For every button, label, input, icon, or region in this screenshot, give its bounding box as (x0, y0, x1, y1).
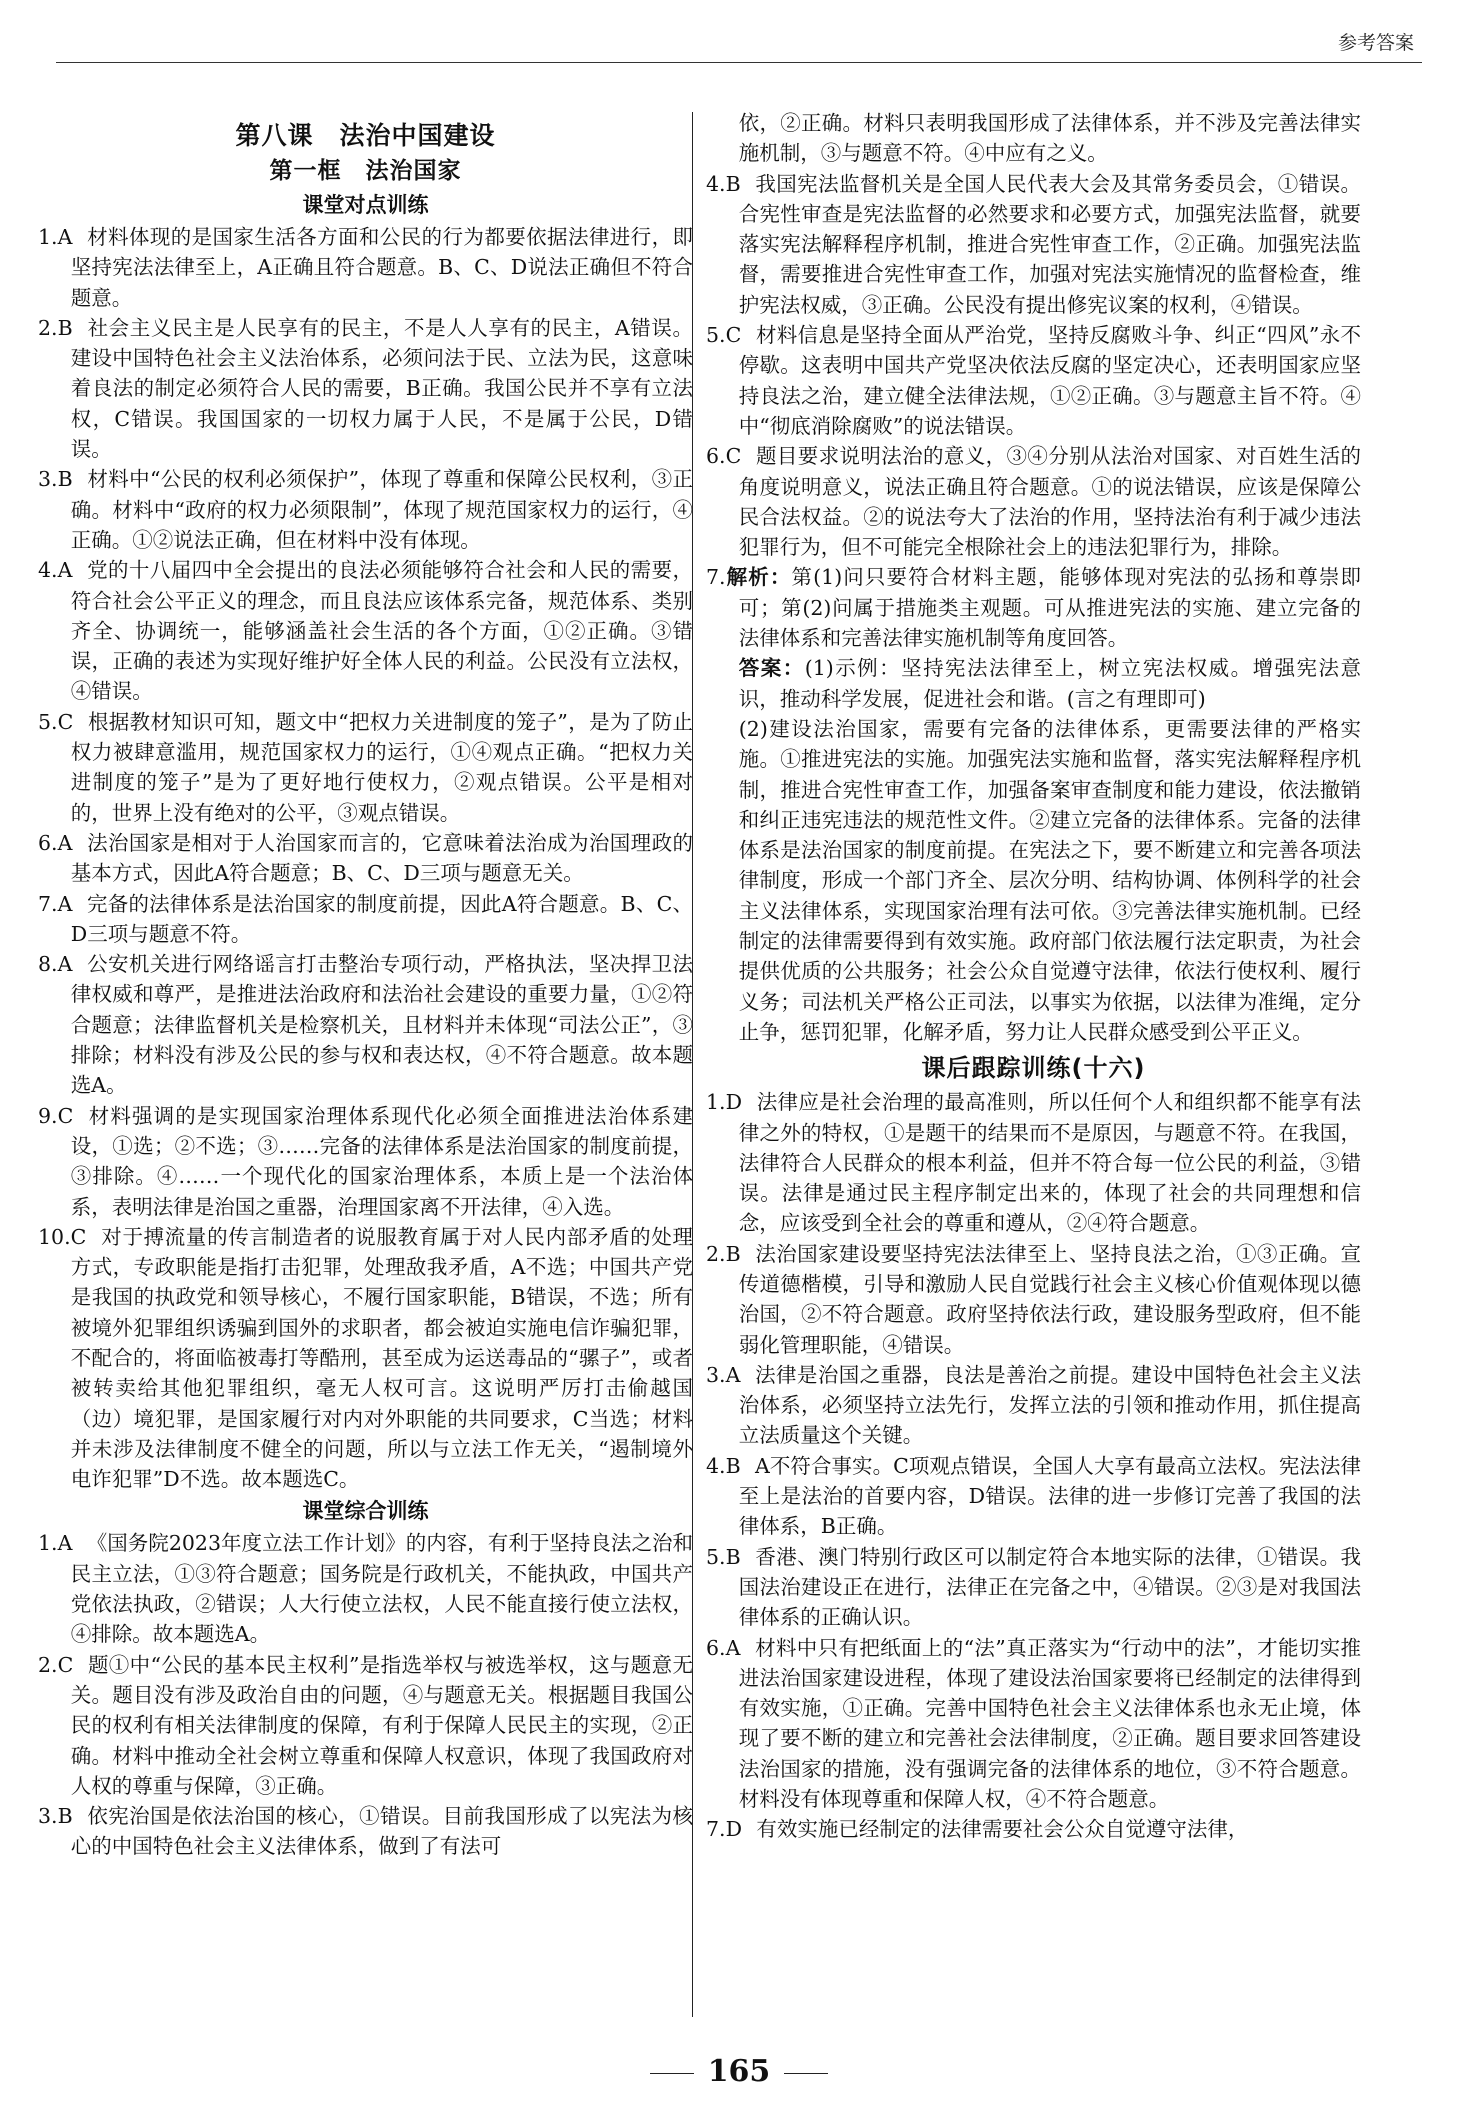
list-item: 1.D 法律应是社会治理的最高准则，所以任何个人和组织都不能享有法律之外的特权，①是题干的结果而不是原因，与题意不符。在我国，法律符合人民群众的根本利益，但并不符合每一位公民的利益，③错误。法律是通过民主程序制定出来的，体现了社会的共同理想和信念，应该受到全社会的尊重和遵从，②④符合题意。 (706, 1090, 1361, 1236)
page-number-dash-right (784, 2073, 828, 2074)
list-item: 2.B 社会主义民主是人民享有的民主，不是人人享有的民主，A错误。建设中国特色社会主义法治体系，必须问法于民、立法为民，这意味着良法的制定必须符合人民的需要，B正确。我国公民并不享有立法权，C错误。我国国家的一切权力属于人民，不是属于公民，D错误。 (38, 315, 693, 462)
list-item: 8.A 公安机关进行网络谣言打击整治专项行动，严格执法，坚决捍卫法律权威和尊严，是推进法治政府和法治社会建设的重要力量，①②符合题意；法律监督机关是检察机关，且材料并未体现“司法公正”，③排除；材料没有涉及公民的参与权和表达权，④不符合题意。故本题选A。 (38, 952, 693, 1098)
answer-label: 答案： (738, 656, 805, 681)
list-item: 7.解析：第(1)问只要符合材料主题，能够体现对宪法的弘扬和尊崇即可；第(2)问属于措施类主观题。可从推进宪法的实施、建立完备的法律体系和完善法律实施机制等角度回答。 (706, 565, 1361, 651)
continued-text: 依，②正确。材料只表明我国形成了法律体系，并不涉及完善法律实施机制，③与题意不符。④中应有之义。 (738, 111, 1361, 166)
list-item: 3.A 法律是治国之重器，良法是善治之前提。建设中国特色社会主义法治体系，必须坚持立法先行，发挥立法的引领和推动作用，抓住提高立法质量这个关键。 (706, 1362, 1361, 1448)
analysis-label: 解析： (725, 565, 792, 590)
list-item: 6.A 材料中只有把纸面上的“法”真正落实为“行动中的法”，才能切实推进法治国家建设进程，体现了建设法治国家要将已经制定的法律得到有效实施，①正确。完善中国特色社会主义法律体系也永无止境，体现了要不断的建立和完善社会法律制度，②正确。题目要求回答建设法治国家的措施，没有强调完备的法律体系的地位，③不符合题意。材料没有体现尊重和保障人权，④不符合题意。 (706, 1635, 1361, 1812)
list-item: 4.B A不符合事实。C项观点错误，全国人大享有最高立法权。宪法法律至上是法治的首要内容，D错误。法律的进一步修订完善了我国的法律体系，B正确。 (706, 1453, 1361, 1539)
page-number-dash-left (650, 2073, 694, 2074)
header-rule (56, 62, 1422, 63)
list-item: 5.C 根据教材知识可知，题文中“把权力关进制度的笼子”，是为了防止权力被肆意滥用，规范国家权力的运行，①④观点正确。“把权力关进制度的笼子”是为了更好地行使权力，②观点错误。公平是相对的，世界上没有绝对的公平，③观点错误。 (38, 709, 693, 825)
lesson-title: 第八课 法治中国建设 (235, 121, 496, 150)
list-item: 7.D 有效实施已经制定的法律需要社会公众自觉遵守法律， (706, 1817, 1249, 1842)
list-item: 7.A 完备的法律体系是法治国家的制度前提，因此A符合题意。B、C、D三项与题意不符。 (38, 891, 693, 946)
section-title-homework: 课后跟踪训练(十六) (921, 1054, 1146, 1083)
right-column (706, 108, 1361, 1845)
list-item: 1.A 《国务院2023年度立法工作计划》的内容，有利于坚持良法之治和民主立法，①③符合题意；国务院是行政机关，不能执政，中国共产党依法执政，②错误；人大行使立法权，人民不能直接行使立法权，④排除。故本题选A。 (38, 1531, 693, 1647)
list-item: 1.A 材料体现的是国家生活各方面和公民的行为都要依据法律进行，即坚持宪法法律至上，A正确且符合题意。B、C、D说法正确但不符合题意。 (38, 225, 693, 310)
answer-block: 答案：(1)示例：坚持宪法法律至上，树立宪法权威。增强宪法意识，推动科学发展，促进社会和谐。(言之有理即可) (738, 656, 1361, 711)
page-number: 165 (0, 2054, 1478, 2089)
right-section1-list (706, 169, 1361, 1048)
list-item: 5.B 香港、澳门特别行政区可以制定符合本地实际的法律，①错误。我国法治建设正在进行，法律正在完备之中，④错误。②③是对我国法律体系的正确认识。 (706, 1544, 1361, 1630)
section-title-in-class: 课堂对点训练 (302, 193, 429, 217)
list-item: 4.B 我国宪法监督机关是全国人民代表大会及其常务委员会，①错误。合宪性审查是宪法监督的必然要求和必要方式，加强宪法监督，就要落实宪法解释程序机制，推进合宪性审查工作，②正确。加强宪法监督，需要推进合宪性审查工作，加强对宪法实施情况的监督检查，维护宪法权威，③正确。公民没有提出修宪议案的权利，④错误。 (706, 171, 1361, 317)
list-item: 6.C 题目要求说明法治的意义，③④分别从法治对国家、对百姓生活的角度说明意义，说法正确且符合题意。①的说法错误，应该是保障公民合法权益。②的说法夸大了法治的作用，坚持法治有利于减少违法犯罪行为，但不可能完全根除社会上的违法犯罪行为，排除。 (706, 444, 1361, 560)
section-title-comprehensive: 课堂综合训练 (302, 1499, 429, 1524)
right-section2-list (706, 1087, 1361, 1844)
list-item: 10.C 对于搏流量的传言制造者的说服教育属于对人民内部矛盾的处理方式，专政职能是指打击犯罪，处理敌我矛盾，A不选；中国共产党是我国的执政党和领导核心，不履行国家职能，B错误，不选；所有被境外犯罪组织诱骗到国外的求职者，都会被迫实施电信诈骗犯罪，不配合的，将面临被毒打等酷刑，甚至成为运送毒品的“骡子”，或者被转卖给其他犯罪组织，毫无人权可言。这说明严厉打击偷越国（边）境犯罪，是国家履行对内对外职能的共同要求，C当选；材料并未涉及法律制度不健全的问题，所以与立法工作无关，“遏制境外电诈犯罪”D不选。故本题选C。 (38, 1224, 693, 1492)
header-right-label: 参考答案 (1337, 32, 1414, 54)
left-section2-list (38, 1528, 693, 1861)
list-item: 4.A 党的十八届四中全会提出的良法必须能够符合社会和人民的需要，符合社会公平正义的理念，而且良法应该体系完备，规范体系、类别齐全、协调统一，能够涵盖社会生活的各个方面，①②正确。③错误，正确的表述为实现好维护好全体人民的利益。公民没有立法权，④错误。 (38, 558, 693, 704)
list-item: 5.C 材料信息是坚持全面从严治党，坚持反腐败斗争、纠正“四风”永不停歇。这表明中国共产党坚决依法反腐的坚定决心，还表明国家应坚持良法之治，建立健全法律法规，①②正确。③与题意主旨不符。④中“彻底消除腐败”的说法错误。 (706, 323, 1361, 438)
left-section1-list (38, 222, 693, 1494)
list-item: 6.A 法治国家是相对于人治国家而言的，它意味着法治成为治国理政的基本方式，因此A符合题意；B、C、D三项与题意无关。 (38, 830, 693, 886)
list-item: 9.C 材料强调的是实现国家治理体系现代化必须全面推进法治体系建设，①选；②不选；③……完备的法律体系是法治国家的制度前提，③排除。④……一个现代化的国家治理体系，本质上是一个法治体系，表明法律是治国之重器，治理国家离不开法律，④入选。 (38, 1103, 693, 1219)
list-item: 3.B 材料中“公民的权利必须保护”，体现了尊重和保障公民权利，③正确。材料中“政府的权力必须限制”，体现了规范国家权力的运行，④正确。①②说法正确，但在材料中没有体现。 (38, 467, 693, 552)
left-column (38, 118, 693, 1862)
list-item: 2.B 法治国家建设要坚持宪法法律至上、坚持良法之治，①③正确。宣传道德楷模，引导和激励人民自觉践行社会主义核心价值观体现以德治国，②不符合题意。政府坚持依法行政，建设服务型政府，但不能弱化管理职能，④错误。 (706, 1241, 1361, 1357)
list-item: 3.B 依宪治国是依法治国的核心，①错误。目前我国形成了以宪法为核心的中国特色社会主义法律体系，做到了有法可 (38, 1804, 693, 1859)
list-item: 2.C 题①中“公民的基本民主权利”是指选举权与被选举权，这与题意无关。题目没有涉及政治自由的问题，④与题意无关。根据题目我国公民的权利有相关法律制度的保障，有利于保障人民民主的实现，②正确。材料中推动全社会树立尊重和保障人权意识，体现了我国政府对人权的尊重与保障，③正确。 (38, 1652, 693, 1798)
answer-block-2: (2)建设法治国家，需要有完备的法律体系，更需要法律的严格实施。①推进宪法的实施。加强宪法实施和监督，落实宪法解释程序机制，推进合宪性审查工作，加强备案审查制度和能力建设，依法撤销和纠正违宪违法的规范性文件。②建立完备的法律体系。完备的法律体系是法治国家的制度前提。在宪法之下，要不断建立和完善各项法律制度，形成一个部门齐全、层次分明、结构协调、体例科学的社会主义法律体系，实现国家治理有法可依。③完善法律实施机制。已经制定的法律需要得到有效实施。政府部门依法履行法定职责，为社会提供优质的公共服务；社会公众自觉遵守法律，依法行使权利、履行义务；司法机关严格公正司法，以事实为依据，以法律为准绳，定分止争，惩罚犯罪，化解矛盾，努力让人民群众感受到公平正义。 (738, 716, 1361, 1044)
frame-title: 第一框 法治国家 (269, 158, 462, 184)
